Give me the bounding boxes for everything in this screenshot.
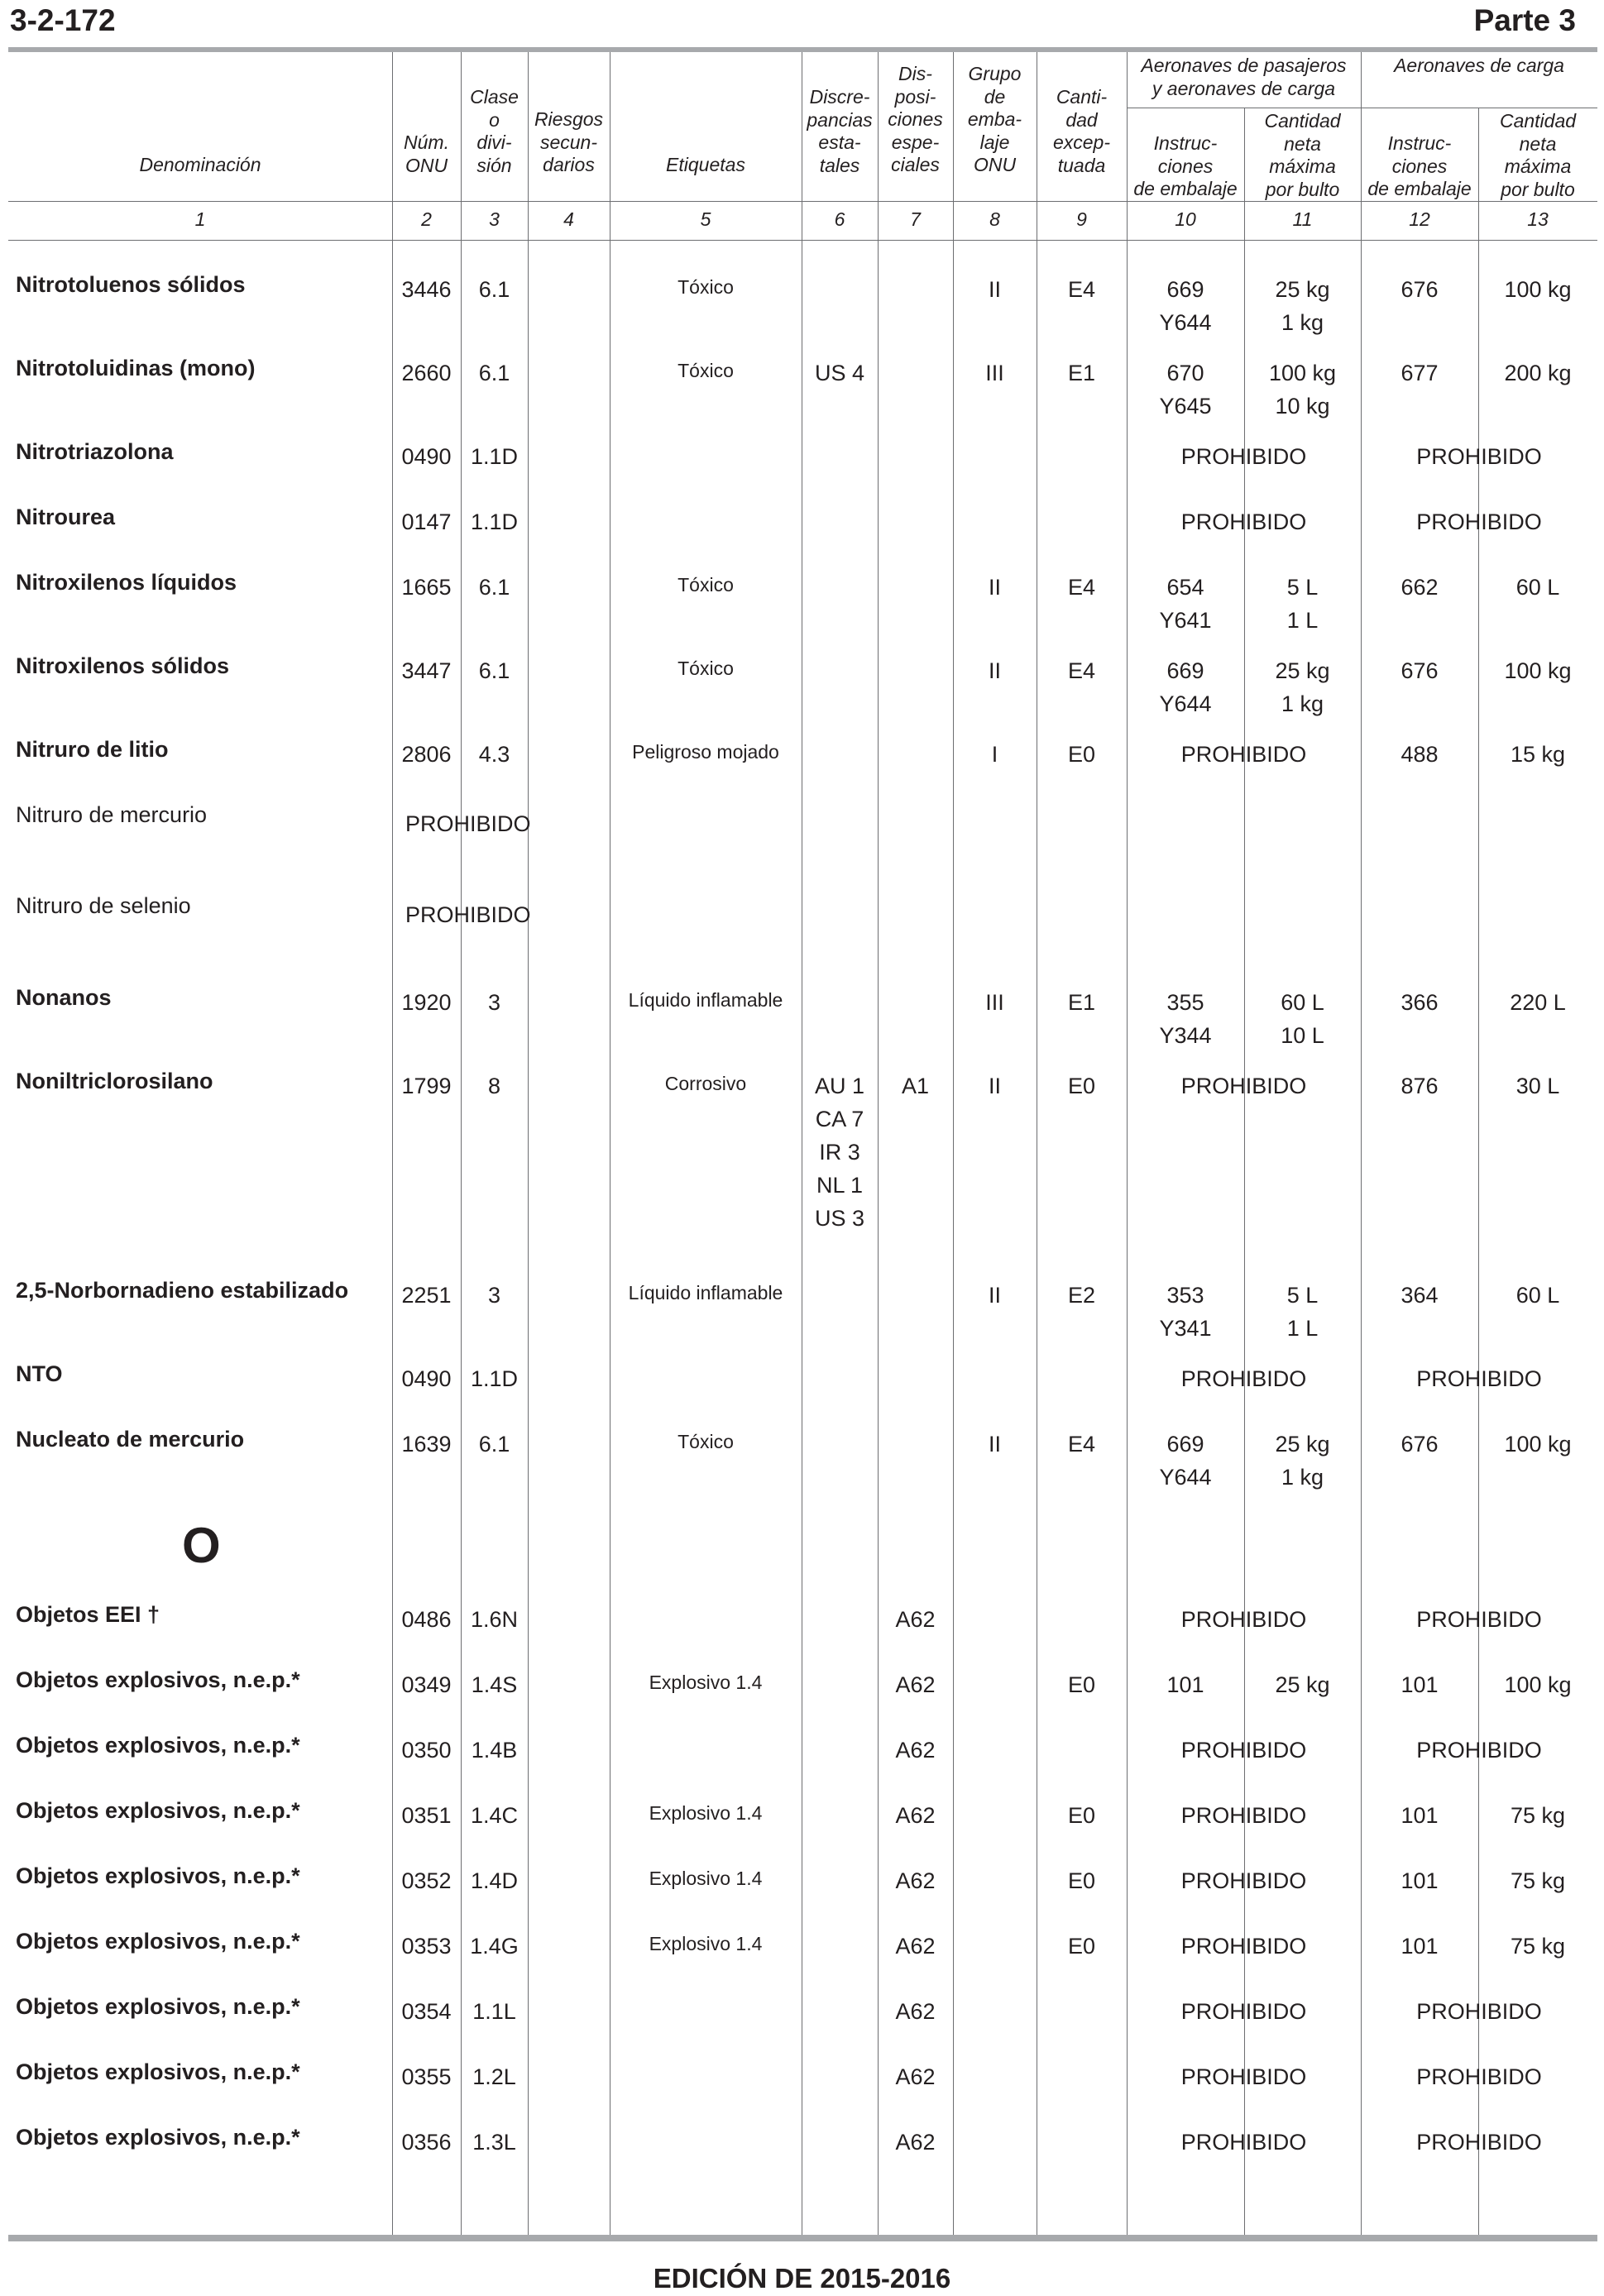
- state-variation: CA 7: [815, 1107, 864, 1131]
- entry-name: Objetos explosivos, n.e.p.*: [16, 1798, 300, 1823]
- packing-group: III: [985, 990, 1004, 1015]
- pax-max-net-quantity: 100 kg: [1268, 361, 1337, 385]
- cargo-forbidden: PROHIBIDO: [1416, 2130, 1542, 2155]
- un-number: 2251: [401, 1283, 452, 1308]
- pax-forbidden: PROHIBIDO: [1180, 1366, 1307, 1391]
- pax-packing-instruction: 670: [1166, 361, 1204, 385]
- entry-forbidden: PROHIBIDO: [405, 902, 531, 927]
- class-division: 1.1D: [470, 509, 519, 534]
- un-number: 3446: [401, 277, 452, 302]
- pax-forbidden: PROHIBIDO: [1180, 2064, 1307, 2089]
- cargo-max-net-quantity: 100 kg: [1504, 1432, 1572, 1457]
- un-number: 0356: [401, 2130, 452, 2155]
- header-clase: Clase o divi- sión: [470, 86, 519, 176]
- cargo-packing-instruction: 488: [1401, 742, 1439, 767]
- pax-max-net-quantity: 25 kg: [1275, 1672, 1330, 1697]
- pax-packing-instruction: 669: [1166, 1432, 1204, 1457]
- hazard-label: Explosivo 1.4: [649, 1868, 763, 1889]
- packing-group: II: [988, 1283, 1001, 1308]
- entry-name: Nitruro de selenio: [16, 893, 191, 918]
- cargo-packing-instruction: 676: [1401, 277, 1439, 302]
- header-cantidad: Canti- dad excep- tuada: [1052, 86, 1111, 176]
- hazard-label: Explosivo 1.4: [649, 1933, 763, 1954]
- packing-group: II: [988, 1432, 1001, 1457]
- cargo-max-net-quantity: 75 kg: [1510, 1934, 1566, 1959]
- cargo-max-net-quantity: 100 kg: [1504, 1672, 1572, 1697]
- header-discrepancias: Discre- pancias esta- tales: [807, 86, 873, 176]
- pax-packing-instruction: 101: [1166, 1672, 1204, 1697]
- special-provision: A62: [895, 1607, 936, 1632]
- entry-name: Nitrotriazolona: [16, 439, 174, 464]
- excepted-quantity: E0: [1067, 1672, 1096, 1697]
- un-number: 2806: [401, 742, 452, 767]
- column-number: 7: [910, 208, 921, 230]
- pax-max-net-quantity: 60 L: [1281, 990, 1324, 1015]
- un-number: 1639: [401, 1432, 452, 1457]
- cargo-forbidden: PROHIBIDO: [1416, 1366, 1542, 1391]
- cargo-forbidden: PROHIBIDO: [1416, 1999, 1542, 2024]
- entry-name: Objetos explosivos, n.e.p.*: [16, 2059, 300, 2084]
- column-number: 12: [1409, 208, 1430, 230]
- packing-group: III: [985, 361, 1004, 385]
- pax-forbidden: PROHIBIDO: [1180, 1803, 1307, 1828]
- pax-forbidden: PROHIBIDO: [1180, 1999, 1307, 2024]
- pax-max-net-quantity: 5 L: [1286, 1283, 1319, 1308]
- un-number: 2660: [401, 361, 452, 385]
- header-riesgos: Riesgos secun- darios: [534, 108, 604, 175]
- un-number: 0147: [401, 509, 452, 534]
- pax-forbidden: PROHIBIDO: [1180, 1868, 1307, 1893]
- un-number: 3447: [401, 658, 452, 683]
- page-number: 3-2-172: [10, 3, 116, 37]
- column-number: 13: [1527, 208, 1549, 230]
- un-number: 0354: [401, 1999, 452, 2024]
- class-division: 1.1D: [470, 444, 519, 469]
- pax-packing-instruction: Y644: [1159, 1465, 1212, 1490]
- entry-name: 2,5-Norbornadieno estabilizado: [16, 1278, 349, 1303]
- excepted-quantity: E0: [1067, 742, 1096, 767]
- cargo-max-net-quantity: 60 L: [1515, 575, 1560, 600]
- entry-name: Nitruro de litio: [16, 737, 169, 762]
- pax-max-net-quantity: 1 kg: [1281, 691, 1324, 716]
- un-number: 0486: [401, 1607, 452, 1632]
- excepted-quantity: E2: [1067, 1283, 1096, 1308]
- class-division: 1.2L: [472, 2064, 516, 2089]
- hazard-label: Explosivo 1.4: [649, 1802, 763, 1824]
- pax-packing-instruction: Y645: [1159, 394, 1212, 419]
- cargo-max-net-quantity: 200 kg: [1504, 361, 1572, 385]
- entry-name: Nitroxilenos sólidos: [16, 653, 230, 678]
- pax-max-net-quantity: 25 kg: [1275, 1432, 1330, 1457]
- cargo-packing-instruction: 676: [1401, 658, 1439, 683]
- column-number: 2: [421, 208, 432, 230]
- packing-group: II: [988, 658, 1001, 683]
- cargo-packing-instruction: 101: [1401, 1934, 1439, 1959]
- excepted-quantity: E4: [1067, 1432, 1096, 1457]
- special-provision: A62: [895, 1934, 936, 1959]
- hazard-label: Explosivo 1.4: [649, 1672, 763, 1693]
- hazard-label: Líquido inflamable: [628, 989, 783, 1011]
- cargo-packing-instruction: 676: [1401, 1432, 1439, 1457]
- pax-max-net-quantity: 10 kg: [1275, 394, 1330, 419]
- un-number: 0352: [401, 1868, 452, 1893]
- column-number: 8: [989, 208, 1000, 230]
- entry-name: Nonanos: [16, 985, 112, 1010]
- cargo-packing-instruction: 677: [1401, 361, 1439, 385]
- header-grupo: Grupo de emba- laje ONU: [967, 63, 1022, 175]
- cargo-max-net-quantity: 100 kg: [1504, 277, 1572, 302]
- pax-packing-instruction: 353: [1166, 1283, 1204, 1308]
- entry-name: Objetos explosivos, n.e.p.*: [16, 2125, 300, 2150]
- class-division: 1.4B: [471, 1738, 518, 1763]
- entry-name: Noniltriclorosilano: [16, 1069, 213, 1093]
- special-provision: A62: [895, 2130, 936, 2155]
- hazard-label: Tóxico: [678, 574, 734, 596]
- class-division: 1.6N: [470, 1607, 519, 1632]
- pax-forbidden: PROHIBIDO: [1180, 444, 1307, 469]
- pax-packing-instruction: Y644: [1159, 691, 1212, 716]
- entry-name: Objetos explosivos, n.e.p.*: [16, 1733, 300, 1758]
- cargo-forbidden: PROHIBIDO: [1416, 2064, 1542, 2089]
- cargo-max-net-quantity: 220 L: [1510, 990, 1566, 1015]
- packing-group: I: [991, 742, 998, 767]
- un-number: 0350: [401, 1738, 452, 1763]
- hazard-label: Tóxico: [678, 1431, 734, 1452]
- header-cantidad-neta-pax: Cantidad neta máxima por bulto: [1264, 110, 1341, 200]
- packing-group: II: [988, 1074, 1001, 1098]
- footer-edition: EDICIÓN DE 2015-2016: [653, 2263, 951, 2294]
- cargo-packing-instruction: 101: [1401, 1803, 1439, 1828]
- pax-forbidden: PROHIBIDO: [1180, 1074, 1307, 1098]
- column-number: 11: [1292, 208, 1313, 230]
- excepted-quantity: E0: [1067, 1934, 1096, 1959]
- hazard-label: Tóxico: [678, 658, 734, 679]
- column-number: 1: [194, 208, 206, 230]
- class-division: 6.1: [478, 277, 510, 302]
- un-number: 0353: [401, 1934, 452, 1959]
- class-division: 1.4D: [470, 1868, 519, 1893]
- cargo-max-net-quantity: 75 kg: [1510, 1868, 1566, 1893]
- pax-forbidden: PROHIBIDO: [1180, 742, 1307, 767]
- hazard-label: Líquido inflamable: [628, 1282, 783, 1303]
- pax-forbidden: PROHIBIDO: [1180, 1607, 1307, 1632]
- cargo-max-net-quantity: 75 kg: [1510, 1803, 1566, 1828]
- header-instrucciones-cargo: Instruc- ciones de embalaje: [1367, 132, 1472, 199]
- pax-forbidden: PROHIBIDO: [1180, 509, 1307, 534]
- pax-packing-instruction: Y644: [1159, 310, 1212, 335]
- header-cantidad-neta-cargo: Cantidad neta máxima por bulto: [1499, 110, 1577, 200]
- pax-packing-instruction: 654: [1166, 575, 1204, 600]
- entry-name: Nucleato de mercurio: [16, 1427, 245, 1452]
- class-division: 6.1: [478, 658, 510, 683]
- un-number: 0490: [401, 1366, 452, 1391]
- header-carga-group: Aeronaves de carga: [1394, 55, 1564, 76]
- header-etiquetas: Etiquetas: [666, 154, 745, 175]
- column-number: 3: [489, 208, 500, 230]
- column-number: 6: [834, 208, 845, 230]
- special-provision: A62: [895, 2064, 936, 2089]
- excepted-quantity: E1: [1067, 990, 1096, 1015]
- entry-name: Objetos explosivos, n.e.p.*: [16, 1667, 300, 1692]
- class-division: 6.1: [478, 575, 510, 600]
- pax-max-net-quantity: 1 kg: [1281, 1465, 1324, 1490]
- class-division: 8: [487, 1074, 501, 1098]
- pax-max-net-quantity: 1 L: [1286, 1316, 1319, 1341]
- column-number: 10: [1175, 208, 1196, 230]
- un-number: 1799: [401, 1074, 452, 1098]
- entry-name: Nitrotoluenos sólidos: [16, 272, 246, 297]
- packing-group: II: [988, 575, 1001, 600]
- pax-forbidden: PROHIBIDO: [1180, 1934, 1307, 1959]
- state-variation: US 3: [814, 1206, 865, 1231]
- cargo-max-net-quantity: 30 L: [1515, 1074, 1560, 1098]
- hazard-label: Peligroso mojado: [632, 741, 779, 763]
- column-number: 5: [700, 208, 711, 230]
- class-division: 1.4C: [470, 1803, 519, 1828]
- un-number: 1920: [401, 990, 452, 1015]
- cargo-packing-instruction: 876: [1401, 1074, 1439, 1098]
- pax-max-net-quantity: 1 L: [1286, 608, 1319, 633]
- entry-name: Objetos explosivos, n.e.p.*: [16, 1863, 300, 1888]
- cargo-packing-instruction: 366: [1401, 990, 1439, 1015]
- pax-packing-instruction: Y344: [1159, 1023, 1212, 1048]
- pax-packing-instruction: 669: [1166, 277, 1204, 302]
- class-division: 1.4S: [471, 1672, 518, 1697]
- excepted-quantity: E0: [1067, 1868, 1096, 1893]
- pax-max-net-quantity: 10 L: [1281, 1023, 1324, 1048]
- special-provision: A62: [895, 1868, 936, 1893]
- special-provision: A62: [895, 1803, 936, 1828]
- class-division: 6.1: [478, 361, 510, 385]
- cargo-forbidden: PROHIBIDO: [1416, 1607, 1542, 1632]
- excepted-quantity: E4: [1067, 277, 1096, 302]
- un-number: 0490: [401, 444, 452, 469]
- entry-name: Objetos explosivos, n.e.p.*: [16, 1929, 300, 1954]
- entry-name: Nitrotoluidinas (mono): [16, 356, 256, 380]
- pax-packing-instruction: Y341: [1159, 1316, 1212, 1341]
- column-number: 4: [563, 208, 574, 230]
- cargo-forbidden: PROHIBIDO: [1416, 509, 1542, 534]
- excepted-quantity: E4: [1067, 575, 1096, 600]
- pax-packing-instruction: 669: [1166, 658, 1204, 683]
- excepted-quantity: E1: [1067, 361, 1096, 385]
- entry-forbidden: PROHIBIDO: [405, 811, 531, 836]
- header-pasajeros-group: Aeronaves de pasajeros y aeronaves de carga: [1141, 55, 1347, 99]
- excepted-quantity: E4: [1067, 658, 1096, 683]
- class-division: 6.1: [478, 1432, 510, 1457]
- cargo-packing-instruction: 101: [1401, 1672, 1439, 1697]
- part-title: Parte 3: [1473, 3, 1576, 37]
- special-provision: A62: [895, 1738, 936, 1763]
- un-number: 0349: [401, 1672, 452, 1697]
- entry-name: NTO: [16, 1361, 63, 1386]
- pax-packing-instruction: 355: [1166, 990, 1204, 1015]
- class-division: 3: [487, 990, 501, 1015]
- cargo-max-net-quantity: 100 kg: [1504, 658, 1572, 683]
- cargo-forbidden: PROHIBIDO: [1416, 444, 1542, 469]
- header-instrucciones-pax: Instruc- ciones de embalaje: [1133, 132, 1238, 199]
- class-division: 3: [487, 1283, 501, 1308]
- packing-group: II: [988, 277, 1001, 302]
- class-division: 1.4G: [470, 1934, 519, 1959]
- state-variation: AU 1: [814, 1074, 865, 1098]
- special-provision: A62: [895, 1999, 936, 2024]
- class-division: 1.1L: [472, 1999, 516, 2024]
- section-letter: O: [182, 1518, 221, 1573]
- state-variation: US 4: [814, 361, 865, 385]
- cargo-packing-instruction: 662: [1401, 575, 1439, 600]
- header-num-onu: Núm. ONU: [404, 132, 449, 176]
- pax-max-net-quantity: 1 kg: [1281, 310, 1324, 335]
- cargo-forbidden: PROHIBIDO: [1416, 1738, 1542, 1763]
- pax-max-net-quantity: 5 L: [1286, 575, 1319, 600]
- cargo-packing-instruction: 364: [1401, 1283, 1439, 1308]
- cargo-max-net-quantity: 60 L: [1515, 1283, 1560, 1308]
- un-number: 0355: [401, 2064, 452, 2089]
- hazard-label: Tóxico: [678, 360, 734, 381]
- pax-forbidden: PROHIBIDO: [1180, 1738, 1307, 1763]
- excepted-quantity: E0: [1067, 1803, 1096, 1828]
- special-provision: A62: [895, 1672, 936, 1697]
- class-division: 1.3L: [472, 2130, 516, 2155]
- un-number: 1665: [401, 575, 452, 600]
- column-number: 9: [1076, 208, 1087, 230]
- entry-name: Objetos EEI †: [16, 1602, 160, 1627]
- hazard-label: Tóxico: [678, 276, 734, 298]
- cargo-packing-instruction: 101: [1401, 1868, 1439, 1893]
- hazard-label: Corrosivo: [664, 1073, 747, 1094]
- header-disposiciones: Dis- posi- ciones espe- ciales: [888, 63, 943, 175]
- pax-packing-instruction: Y641: [1159, 608, 1212, 633]
- un-number: 0351: [401, 1803, 452, 1828]
- bottom-rule: [8, 2235, 1597, 2241]
- cargo-max-net-quantity: 15 kg: [1510, 742, 1566, 767]
- class-division: 4.3: [478, 742, 510, 767]
- special-provision: A1: [901, 1074, 930, 1098]
- header-denominacion: Denominación: [139, 154, 261, 175]
- state-variation: IR 3: [819, 1140, 860, 1165]
- pax-forbidden: PROHIBIDO: [1180, 2130, 1307, 2155]
- pax-max-net-quantity: 25 kg: [1275, 277, 1330, 302]
- class-division: 1.1D: [470, 1366, 519, 1391]
- entry-name: Nitruro de mercurio: [16, 802, 208, 827]
- entry-name: Nitrourea: [16, 505, 116, 529]
- pax-max-net-quantity: 25 kg: [1275, 658, 1330, 683]
- entry-name: Objetos explosivos, n.e.p.*: [16, 1994, 300, 2019]
- excepted-quantity: E0: [1067, 1074, 1096, 1098]
- entry-name: Nitroxilenos líquidos: [16, 570, 237, 595]
- state-variation: NL 1: [816, 1173, 864, 1198]
